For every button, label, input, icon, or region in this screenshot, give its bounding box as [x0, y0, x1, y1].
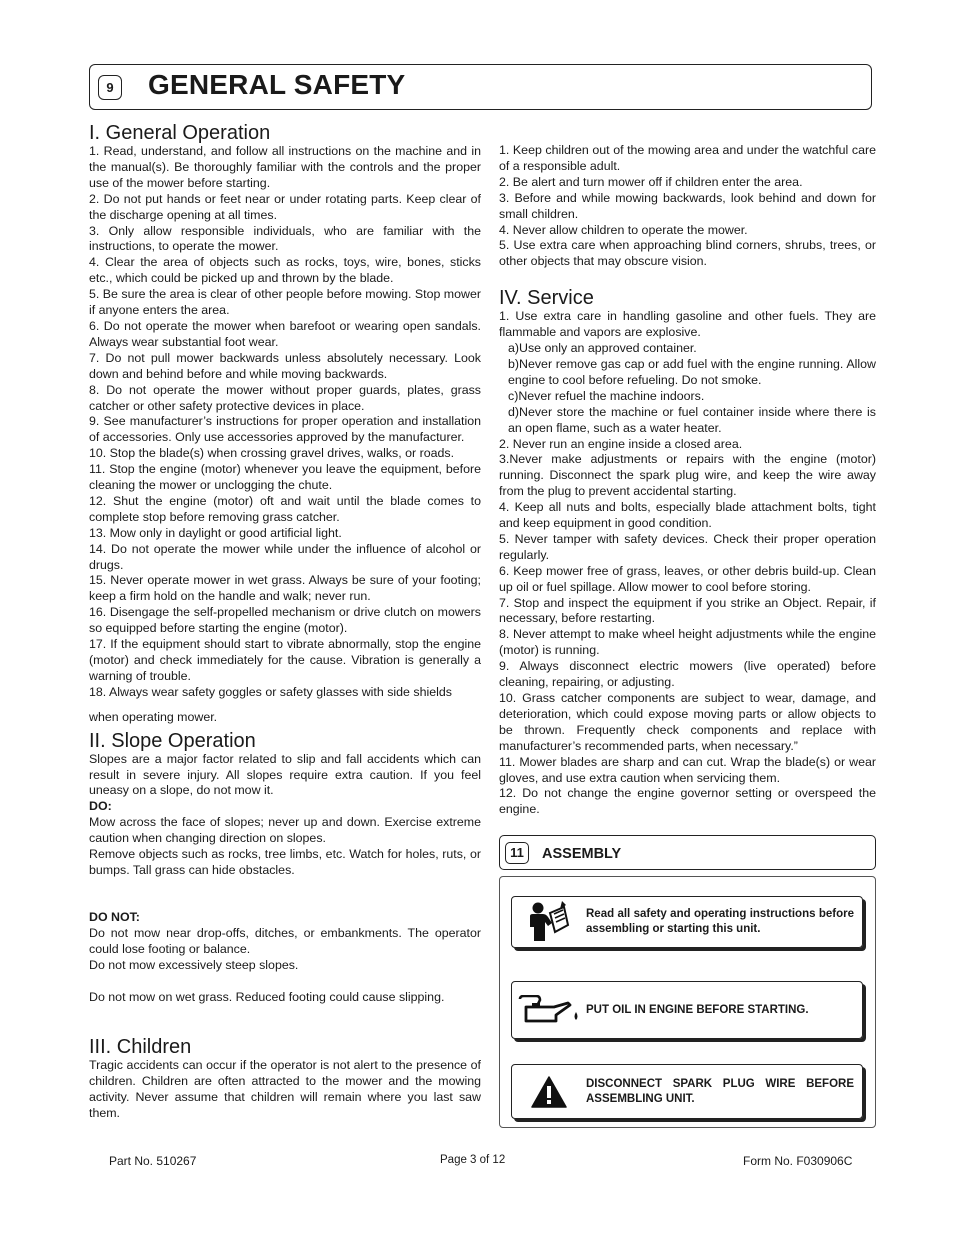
list-item: 1. Keep children out of the mowing area and under the watchful care of a responsible adult. — [499, 143, 876, 173]
notice-put-oil — [511, 981, 863, 1039]
do-not-label: DO NOT: — [89, 909, 140, 924]
children-heading: III. Children — [89, 1036, 192, 1059]
list-item: 10. Stop the blade(s) when crossing gravel drives, walks, or roads. — [89, 446, 455, 461]
assembly-number: 11 — [505, 842, 529, 864]
list-item: c)Never refuel the machine indoors. — [508, 388, 705, 403]
footer-page-number: Page 3 of 12 — [440, 1154, 506, 1166]
list-item: 4. Clear the area of objects such as rocks, toys, wire, bones, sticks etc., which could be picked up and thrown by the blade. — [89, 255, 481, 286]
read-manual-icon — [512, 897, 586, 947]
list-item: 1. Use extra care in handling gasoline and other fuels. They are flammable and vapors are explosive. — [499, 309, 876, 340]
section-header — [89, 64, 872, 110]
list-item: 11. Mower blades are sharp and can cut. Wrap the blade(s) or wear gloves, and use extra caution when servicing them. — [499, 754, 876, 785]
list-item: 17. If the equipment should start to vibrate abnormally, stop the engine (motor) and check immediately for the cause. Vibration is generally a warning of trouble. — [89, 637, 481, 683]
list-item: 12. Shut the engine (motor) oft and wait until the blade comes to complete stop before removing grass catcher. — [89, 493, 481, 524]
notice-read-instructions — [511, 896, 863, 948]
list-item: 3. Only allow responsible individuals, who are familiar with the instructions, to operate the mower. — [89, 223, 481, 254]
service-list — [499, 309, 876, 818]
slope-operation-heading: II. Slope Operation — [89, 729, 256, 752]
list-item: 8. Never attempt to make wheel height adjustments while the engine (motor) is running. — [499, 627, 876, 658]
right-column — [499, 143, 876, 818]
list-item: 7. Stop and inspect the equipment if you strike an Object. Repair, if necessary, before restarting. — [499, 595, 876, 626]
notice-text: Read all safety and operating instructions before assembling or starting this unit. — [586, 908, 854, 935]
list-item: 2. Never run an engine inside a closed area. — [499, 436, 743, 451]
list-item: 3. Before and while mowing backwards, look behind and down for small children. — [499, 190, 876, 221]
list-item: 5. Be sure the area is clear of other people before mowing. Stop mower if anyone enters the area. — [89, 287, 481, 318]
list-item: 8. Do not operate the mower without proper guards, plates, grass catcher or other safety protective devices in place. — [89, 382, 481, 413]
notice-text: DISCONNECT SPARK PLUG WIRE BEFORE ASSEMBLING UNIT. — [586, 1077, 854, 1105]
list-item: 5. Use extra care when approaching blind corners, shrubs, trees, or other objects that may obscure vision. — [499, 238, 876, 269]
list-item: Do not mow on wet grass. Reduced footing could cause slipping. — [89, 989, 445, 1004]
list-item: 9. See manufacturer’s instructions for proper operation and installation of accessories. Only use accessories approved by the manufacturer. — [89, 414, 481, 445]
left-column — [89, 122, 481, 1122]
list-item: 7. Do not pull mower backwards unless absolutely necessary. Look down and behind before and while moving backwards. — [89, 350, 481, 381]
list-item: when operating mower. — [89, 709, 218, 724]
list-item: 2. Be alert and turn mower off if children enter the area. — [499, 174, 803, 189]
list-item: Mow across the face of slopes; never up and down. Exercise extreme caution when changing direction on slopes. — [89, 815, 481, 846]
list-item: 15. Never operate mower in wet grass. Always be sure of your footing; keep a firm hold on the handle and walk; never run. — [89, 573, 481, 604]
list-item: 9. Always disconnect electric mowers (live operated) before cleaning, repairing, or adjusting. — [499, 659, 876, 690]
section-number: 9 — [98, 75, 122, 100]
notice-text: PUT OIL IN ENGINE BEFORE STARTING. — [586, 1003, 809, 1016]
list-item: d)Never store the machine or fuel container inside where there is an open flame, such as a water heater. — [508, 404, 876, 435]
list-item: Do not mow excessively steep slopes. — [89, 957, 299, 972]
list-item: 6. Do not operate the mower when barefoot or wearing open sandals. Always wear substantial foot wear. — [89, 318, 481, 349]
notice-disconnect-spark-plug — [511, 1064, 863, 1119]
assembly-header — [499, 835, 876, 870]
list-item: 4. Never allow children to operate the mower. — [499, 222, 748, 237]
service-heading: IV. Service — [499, 287, 594, 310]
list-item: 6. Keep mower free of grass, leaves, or other debris build-up. Clean up oil or fuel spillage. Allow mower to cool before storing. — [499, 563, 876, 594]
list-item: 16. Disengage the self-propelled mechanism or drive clutch on mowers so equipped before starting the engine (motor). — [89, 605, 481, 636]
oil-can-icon — [512, 982, 586, 1038]
list-item: 10. Grass catcher components are subject to wear, damage, and deterioration, which could expose moving parts or allow objects to be thrown. Frequently check components and replace with manufacturer’s recommended parts, when necessary.” — [499, 691, 876, 753]
general-operation-heading: I. General Operation — [89, 122, 271, 144]
list-item: b)Never remove gas cap or add fuel with the engine running. Allow engine to cool before refueling. Do not smoke. — [508, 356, 876, 387]
list-item: Do not mow near drop-offs, ditches, or embankments. The operator could lose footing or balance. — [89, 925, 481, 956]
list-item: 3.Never make adjustments or repairs with the engine (motor) running. Disconnect the spark plug wire, and keep the wire away from the plug to prevent accidental starting. — [499, 452, 876, 499]
general-operation-list — [89, 144, 481, 701]
list-item: 14. Do not operate the mower while under the influence of alcohol or drugs. — [89, 541, 481, 572]
assembly-title: ASSEMBLY — [542, 846, 622, 862]
slope-intro: Slopes are a major factor related to slip and fall accidents which can result in severe injury. All slopes require extra caution. If you feel uneasy on a slope, do not mow it. — [89, 751, 481, 798]
do-label: DO: — [89, 799, 112, 814]
page-title: GENERAL SAFETY — [148, 69, 406, 100]
children-intro: Tragic accidents can occur if the operator is not alert to the presence of children. Children are often attracted to the mower and the mowing activity. Never assume that children will remain where you last saw them. — [89, 1058, 481, 1121]
list-item: 13. Mow only in daylight or good artificial light. — [89, 525, 342, 540]
footer-form-number: Form No. F030906C — [743, 1154, 853, 1168]
footer-part-number: Part No. 510267 — [109, 1154, 197, 1168]
list-item: a)Use only an approved container. — [508, 341, 697, 356]
list-item: 18. Always wear safety goggles or safety glasses with side shields — [89, 684, 452, 699]
warning-triangle-icon — [512, 1065, 586, 1118]
list-item: 1. Read, understand, and follow all instructions on the machine and in the manual(s). Be thoroughly familiar with the controls and the proper use of the mower before starting. — [89, 144, 481, 190]
list-item: 2. Do not put hands or feet near or under rotating parts. Keep clear of the discharge opening at all times. — [89, 191, 481, 222]
list-item: 11. Stop the engine (motor) whenever you leave the equipment, before cleaning the mower or unclogging the chute. — [89, 462, 481, 493]
list-item: 4. Keep all nuts and bolts, especially blade attachment bolts, tight and keep equipment in good condition. — [499, 500, 876, 531]
assembly-panel — [499, 876, 876, 1128]
children-list — [499, 143, 876, 270]
list-item: Remove objects such as rocks, tree limbs, etc. Watch for holes, ruts, or bumps. Tall grass can hide obstacles. — [89, 847, 481, 877]
list-item: 12. Do not change the engine governor setting or overspeed the engine. — [499, 786, 876, 817]
list-item: 5. Never tamper with safety devices. Check their proper operation regularly. — [499, 531, 876, 562]
